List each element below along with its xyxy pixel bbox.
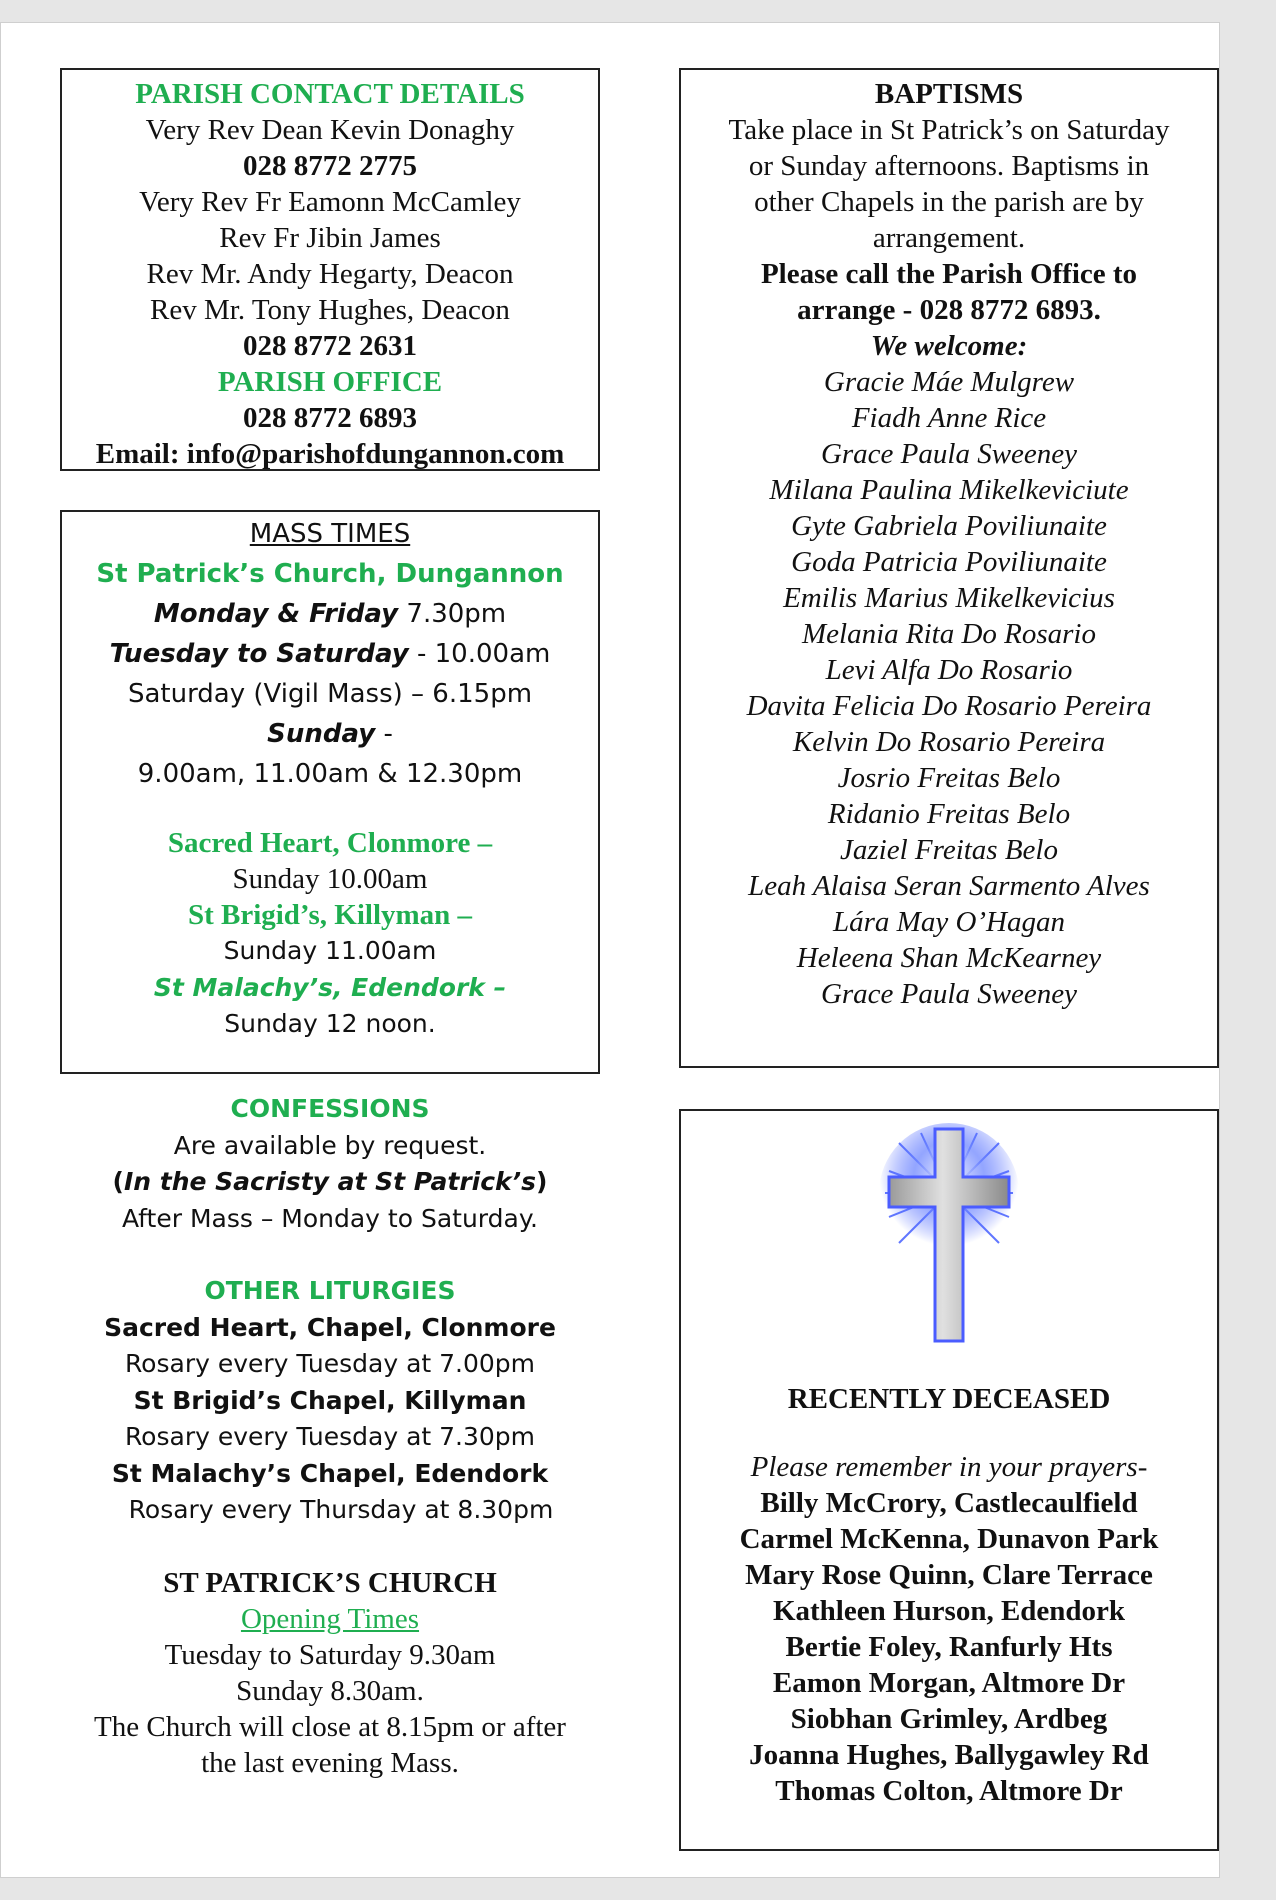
confessions-text: After Mass – Monday to Saturday.: [121, 1203, 539, 1233]
cross-icon: [869, 1121, 1029, 1351]
baptism-name: Levi Alfa Do Rosario: [825, 654, 1073, 686]
baptism-name: Goda Patricia Poviliunaite: [791, 546, 1107, 578]
mass-day-label: Sunday: [267, 719, 376, 749]
baptism-name: Kelvin Do Rosario Pereira: [792, 726, 1106, 758]
baptism-name: Fiadh Anne Rice: [851, 402, 1047, 434]
baptism-name: Ridanio Freitas Belo: [827, 798, 1071, 830]
liturgy-time: Rosary every Tuesday at 7.30pm: [124, 1422, 536, 1451]
priest-name: Very Rev Fr Eamonn McCamley: [139, 186, 521, 218]
baptisms-call: arrange - 028 8772 6893.: [797, 294, 1101, 326]
office-heading: PARISH OFFICE: [217, 366, 443, 398]
opening-text: the last evening Mass.: [201, 1747, 459, 1779]
confessions-heading: CONFESSIONS: [230, 1094, 430, 1123]
baptism-name: Grace Paula Sweeney: [820, 438, 1078, 470]
mass-day-label: Monday & Friday: [153, 599, 399, 629]
chapel-name: Sacred Heart, Clonmore –: [167, 827, 493, 859]
chapel-time: Sunday 10.00am: [232, 863, 428, 895]
baptism-name: Grace Paula Sweeney: [820, 978, 1078, 1010]
baptism-name: Leah Alaisa Seran Sarmento Alves: [748, 870, 1150, 902]
chapel-time: Sunday 11.00am: [223, 936, 437, 965]
chapel-name: St Brigid’s, Killyman –: [187, 899, 473, 931]
contact-heading: PARISH CONTACT DETAILS: [135, 78, 525, 110]
liturgy-time: Rosary every Tuesday at 7.00pm: [124, 1349, 536, 1378]
baptisms-text: or Sunday afternoons. Baptisms in: [748, 150, 1150, 182]
baptisms-box: [679, 68, 1219, 1068]
deceased-name: Thomas Colton, Altmore Dr: [775, 1775, 1123, 1807]
chapel-time: Sunday 12 noon.: [224, 1009, 436, 1038]
church-heading: ST PATRICK’S CHURCH: [163, 1567, 497, 1599]
baptism-name: Jaziel Freitas Belo: [840, 834, 1058, 866]
deacon-name: Rev Mr. Tony Hughes, Deacon: [150, 294, 510, 326]
baptisms-text: Take place in St Patrick’s on Saturday: [728, 114, 1170, 146]
paren: (: [112, 1167, 124, 1196]
deceased-names-list: [681, 1485, 1217, 1809]
contact-box: [60, 68, 600, 471]
deceased-name: Billy McCrory, Castlecaulfield: [760, 1487, 1138, 1519]
baptism-name: Emilis Marius Mikelkevicius: [783, 582, 1115, 614]
chapel-name: St Malachy’s, Edendork –: [153, 972, 507, 1002]
deacon-name: Rev Mr. Andy Hegarty, Deacon: [146, 258, 514, 290]
deceased-box: [679, 1109, 1219, 1851]
deceased-name: Kathleen Hurson, Edendork: [772, 1595, 1126, 1627]
deceased-name: Bertie Foley, Ranfurly Hts: [785, 1631, 1113, 1663]
priest-name: Very Rev Dean Kevin Donaghy: [145, 114, 515, 146]
deceased-name: Siobhan Grimley, Ardbeg: [790, 1703, 1108, 1735]
deceased-name: Carmel McKenna, Dunavon Park: [739, 1523, 1159, 1555]
deceased-heading: RECENTLY DECEASED: [787, 1383, 1111, 1415]
opening-text: Sunday 8.30am.: [236, 1675, 424, 1707]
office-phone: 028 8772 6893: [243, 402, 417, 434]
baptism-name: Gyte Gabriela Poviliunaite: [791, 510, 1107, 542]
phone-number: 028 8772 2631: [243, 330, 417, 362]
church-opening-section: [60, 1565, 600, 1781]
baptism-name: Gracie Máe Mulgrew: [823, 366, 1075, 398]
deceased-name: Eamon Morgan, Altmore Dr: [772, 1667, 1126, 1699]
paren: ): [536, 1167, 548, 1196]
opening-text: The Church will close at 8.15pm or after: [94, 1711, 566, 1743]
confessions-section: [60, 1091, 600, 1529]
liturgy-place: St Malachy’s Chapel, Edendork: [111, 1458, 549, 1488]
baptism-name: Milana Paulina Mikelkeviciute: [769, 474, 1129, 506]
baptisms-heading: BAPTISMS: [874, 78, 1024, 110]
liturgy-place: St Brigid’s Chapel, Killyman: [133, 1385, 527, 1415]
mass-heading: MASS TIMES: [249, 519, 411, 549]
office-email: Email: info@parishofdungannon.com: [95, 438, 565, 470]
opening-times-link[interactable]: Opening Times: [240, 1603, 420, 1635]
confessions-place: In the Sacristy at St Patrick’s: [123, 1167, 537, 1196]
mass-weekday-line: [62, 594, 598, 634]
bulletin-page: [0, 22, 1220, 1878]
phone-number: 028 8772 2775: [243, 150, 417, 182]
church-name: St Patrick’s Church, Dungannon: [96, 559, 564, 589]
baptism-name: Lára May O’Hagan: [833, 906, 1065, 938]
liturgy-time: Rosary every Thursday at 8.30pm: [128, 1495, 554, 1524]
mass-day-label: Tuesday to Saturday: [109, 639, 409, 669]
priest-name: Rev Fr Jibin James: [219, 222, 441, 254]
mass-time: 7.30pm: [398, 599, 507, 629]
baptisms-call: Please call the Parish Office to: [760, 258, 1138, 290]
welcome-label: We welcome:: [870, 330, 1028, 362]
deceased-name: Mary Rose Quinn, Clare Terrace: [745, 1559, 1153, 1591]
mass-sunday-line: [62, 714, 598, 754]
vigil-mass: Saturday (Vigil Mass) – 6.15pm: [127, 679, 533, 709]
mass-time: - 10.00am: [408, 639, 551, 669]
liturgies-heading: OTHER LITURGIES: [204, 1276, 456, 1305]
mass-weekday-line: [62, 634, 598, 674]
mass-dash: -: [375, 719, 393, 749]
deceased-name: Joanna Hughes, Ballygawley Rd: [749, 1739, 1149, 1771]
mass-times-box: [60, 510, 600, 1074]
sunday-times: 9.00am, 11.00am & 12.30pm: [137, 759, 523, 789]
baptism-names-list: [681, 364, 1217, 1012]
deceased-intro: Please remember in your prayers-: [750, 1451, 1148, 1483]
baptism-name: Melania Rita Do Rosario: [801, 618, 1096, 650]
baptism-name: Davita Felicia Do Rosario Pereira: [746, 690, 1152, 722]
liturgy-place: Sacred Heart, Chapel, Clonmore: [104, 1312, 556, 1342]
baptisms-text: other Chapels in the parish are by: [754, 186, 1144, 218]
baptism-name: Josrio Freitas Belo: [837, 762, 1061, 794]
confessions-text: Are available by request.: [173, 1130, 487, 1160]
baptisms-text: arrangement.: [872, 222, 1026, 254]
opening-text: Tuesday to Saturday 9.30am: [164, 1639, 496, 1671]
baptism-name: Heleena Shan McKearney: [796, 942, 1102, 974]
confessions-location: [60, 1164, 600, 1201]
